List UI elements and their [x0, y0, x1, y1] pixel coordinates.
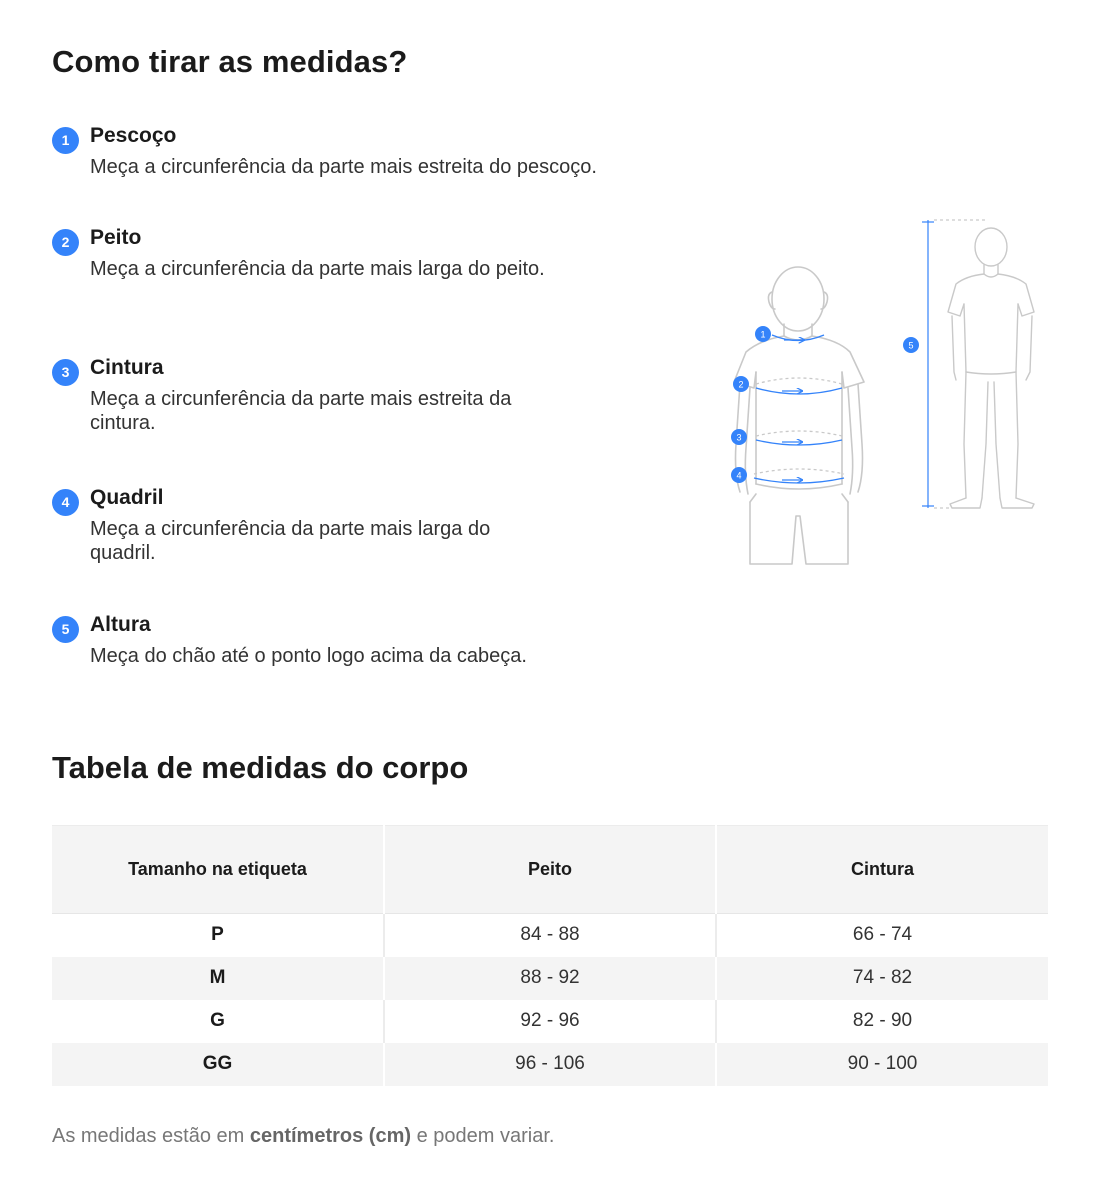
- step-description: [90, 644, 527, 668]
- desc-line: Meça a circunferência da parte mais larga do peito.: [90, 258, 545, 280]
- desc-line: Meça a circunferência da parte mais larga do: [90, 518, 491, 540]
- size-cell: GG: [52, 1043, 384, 1086]
- size-cell: P: [52, 914, 384, 957]
- chest-cell: 88 - 92: [384, 957, 716, 1000]
- table-row: [52, 1000, 1048, 1043]
- note-prefix: As medidas estão em: [52, 1125, 250, 1147]
- chest-cell: 96 - 106: [384, 1043, 716, 1086]
- waist-cell: 74 - 82: [716, 957, 1048, 1000]
- note-suffix: e podem variar.: [411, 1125, 555, 1147]
- waist-cell: 82 - 90: [716, 1000, 1048, 1043]
- desc-line: quadril.: [90, 542, 156, 564]
- step-description: [90, 517, 490, 565]
- step-name: Peito: [90, 226, 142, 249]
- units-note: [52, 1125, 554, 1148]
- step-number-badge: 2: [52, 229, 79, 256]
- chest-cell: 84 - 88: [384, 914, 716, 957]
- marker-label: 5: [908, 340, 914, 351]
- marker-label: 3: [736, 432, 742, 443]
- step-number-badge: 5: [52, 616, 79, 643]
- size-table-title: Tabela de medidas do corpo: [52, 750, 469, 785]
- size-cell: M: [52, 957, 384, 1000]
- marker-label: 4: [736, 470, 742, 481]
- table-row: [52, 914, 1048, 957]
- marker-label: 2: [738, 379, 744, 390]
- step-number-badge: 1: [52, 127, 79, 154]
- step-name: Quadril: [90, 486, 164, 509]
- desc-line: cintura.: [90, 412, 156, 434]
- measurement-illustration: [720, 212, 1060, 572]
- step-description: [90, 387, 511, 435]
- desc-line: Meça do chão até o ponto logo acima da cabeça.: [90, 645, 527, 667]
- size-table: [52, 825, 1048, 1086]
- upper-body-figure: [734, 267, 864, 564]
- marker-4: [731, 467, 747, 483]
- column-header-chest: Peito: [384, 826, 716, 914]
- neck-measure-line: [772, 335, 824, 341]
- body-diagram: [720, 212, 1060, 572]
- chest-measure-line: [756, 378, 842, 394]
- table-row: [52, 957, 1048, 1000]
- step-number-badge: 4: [52, 489, 79, 516]
- step-name: Cintura: [90, 356, 164, 379]
- page-title: Como tirar as medidas?: [52, 44, 408, 79]
- size-cell: G: [52, 1000, 384, 1043]
- step-name: Altura: [90, 613, 151, 636]
- step-description: [90, 155, 597, 179]
- chest-cell: 92 - 96: [384, 1000, 716, 1043]
- full-body-figure: [948, 228, 1034, 508]
- marker-label: 1: [760, 329, 766, 340]
- marker-2: [733, 376, 749, 392]
- waist-measure-line: [756, 431, 842, 445]
- note-unit: centímetros (cm): [249, 1125, 412, 1147]
- hip-measure-line: [754, 469, 844, 483]
- table-row: [52, 1043, 1048, 1086]
- step-number-badge: 3: [52, 359, 79, 386]
- marker-3: [731, 429, 747, 445]
- waist-cell: 66 - 74: [716, 914, 1048, 957]
- column-header-size: Tamanho na etiqueta: [52, 826, 384, 914]
- marker-5: [903, 337, 919, 353]
- waist-cell: 90 - 100: [716, 1043, 1048, 1086]
- desc-line: Meça a circunferência da parte mais estreita do pescoço.: [90, 156, 597, 178]
- desc-line: Meça a circunferência da parte mais estreita da: [90, 388, 512, 410]
- marker-1: [755, 326, 771, 342]
- table-header-row: [52, 826, 1048, 914]
- step-description: [90, 257, 545, 281]
- step-name: Pescoço: [90, 124, 177, 147]
- column-header-waist: Cintura: [716, 826, 1048, 914]
